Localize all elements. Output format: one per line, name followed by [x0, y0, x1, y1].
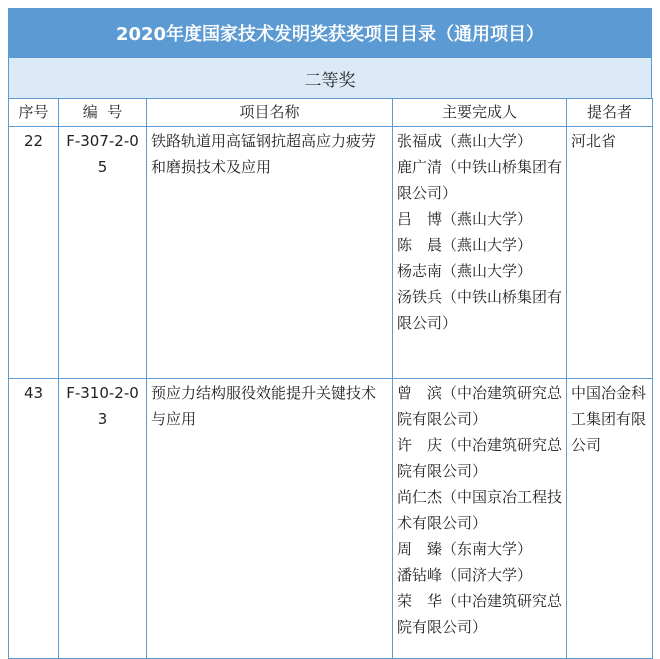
row-project-name: 铁路轨道用高锰钢抗超高应力疲劳和磨损技术及应用	[147, 127, 393, 379]
person-entry: 鹿广清（中铁山桥集团有限公司）	[397, 158, 563, 202]
person-entry: 杨志南（燕山大学）	[397, 262, 533, 280]
row-code: F-307-2-05	[59, 127, 147, 379]
section-title: 二等奖	[8, 58, 652, 98]
row-nominator: 中国冶金科工集团有限公司	[567, 379, 653, 659]
award-list-page	[8, 8, 652, 659]
header-project-name: 项目名称	[147, 99, 393, 127]
header-no: 序号	[9, 99, 59, 127]
table-row	[9, 379, 653, 659]
row-people	[393, 127, 567, 379]
person-entry: 吕 博（燕山大学）	[397, 210, 533, 228]
person-entry: 汤铁兵（中铁山桥集团有限公司）	[397, 288, 563, 332]
person-entry: 周 臻（东南大学）	[397, 540, 533, 558]
header-code: 编 号	[59, 99, 147, 127]
table-row	[9, 127, 653, 379]
row-nominator: 河北省	[567, 127, 653, 379]
row-no: 22	[9, 127, 59, 379]
person-entry: 许 庆（中冶建筑研究总院有限公司）	[397, 436, 563, 480]
person-entry: 张福成（燕山大学）	[397, 132, 533, 150]
person-entry: 曾 滨（中冶建筑研究总院有限公司）	[397, 384, 563, 428]
row-project-name: 预应力结构服役效能提升关键技术与应用	[147, 379, 393, 659]
person-entry: 陈 晨（燕山大学）	[397, 236, 533, 254]
row-people	[393, 379, 567, 659]
table-header-row	[9, 99, 653, 127]
document-title: 2020年度国家技术发明奖获奖项目目录（通用项目）	[8, 8, 652, 58]
header-nominator: 提名者	[567, 99, 653, 127]
person-entry: 尚仁杰（中国京冶工程技术有限公司）	[397, 488, 563, 532]
row-no: 43	[9, 379, 59, 659]
header-main-people: 主要完成人	[393, 99, 567, 127]
person-entry: 荣 华（中冶建筑研究总院有限公司）	[397, 592, 563, 636]
row-code: F-310-2-03	[59, 379, 147, 659]
award-table	[8, 98, 653, 659]
person-entry: 潘钻峰（同济大学）	[397, 566, 533, 584]
